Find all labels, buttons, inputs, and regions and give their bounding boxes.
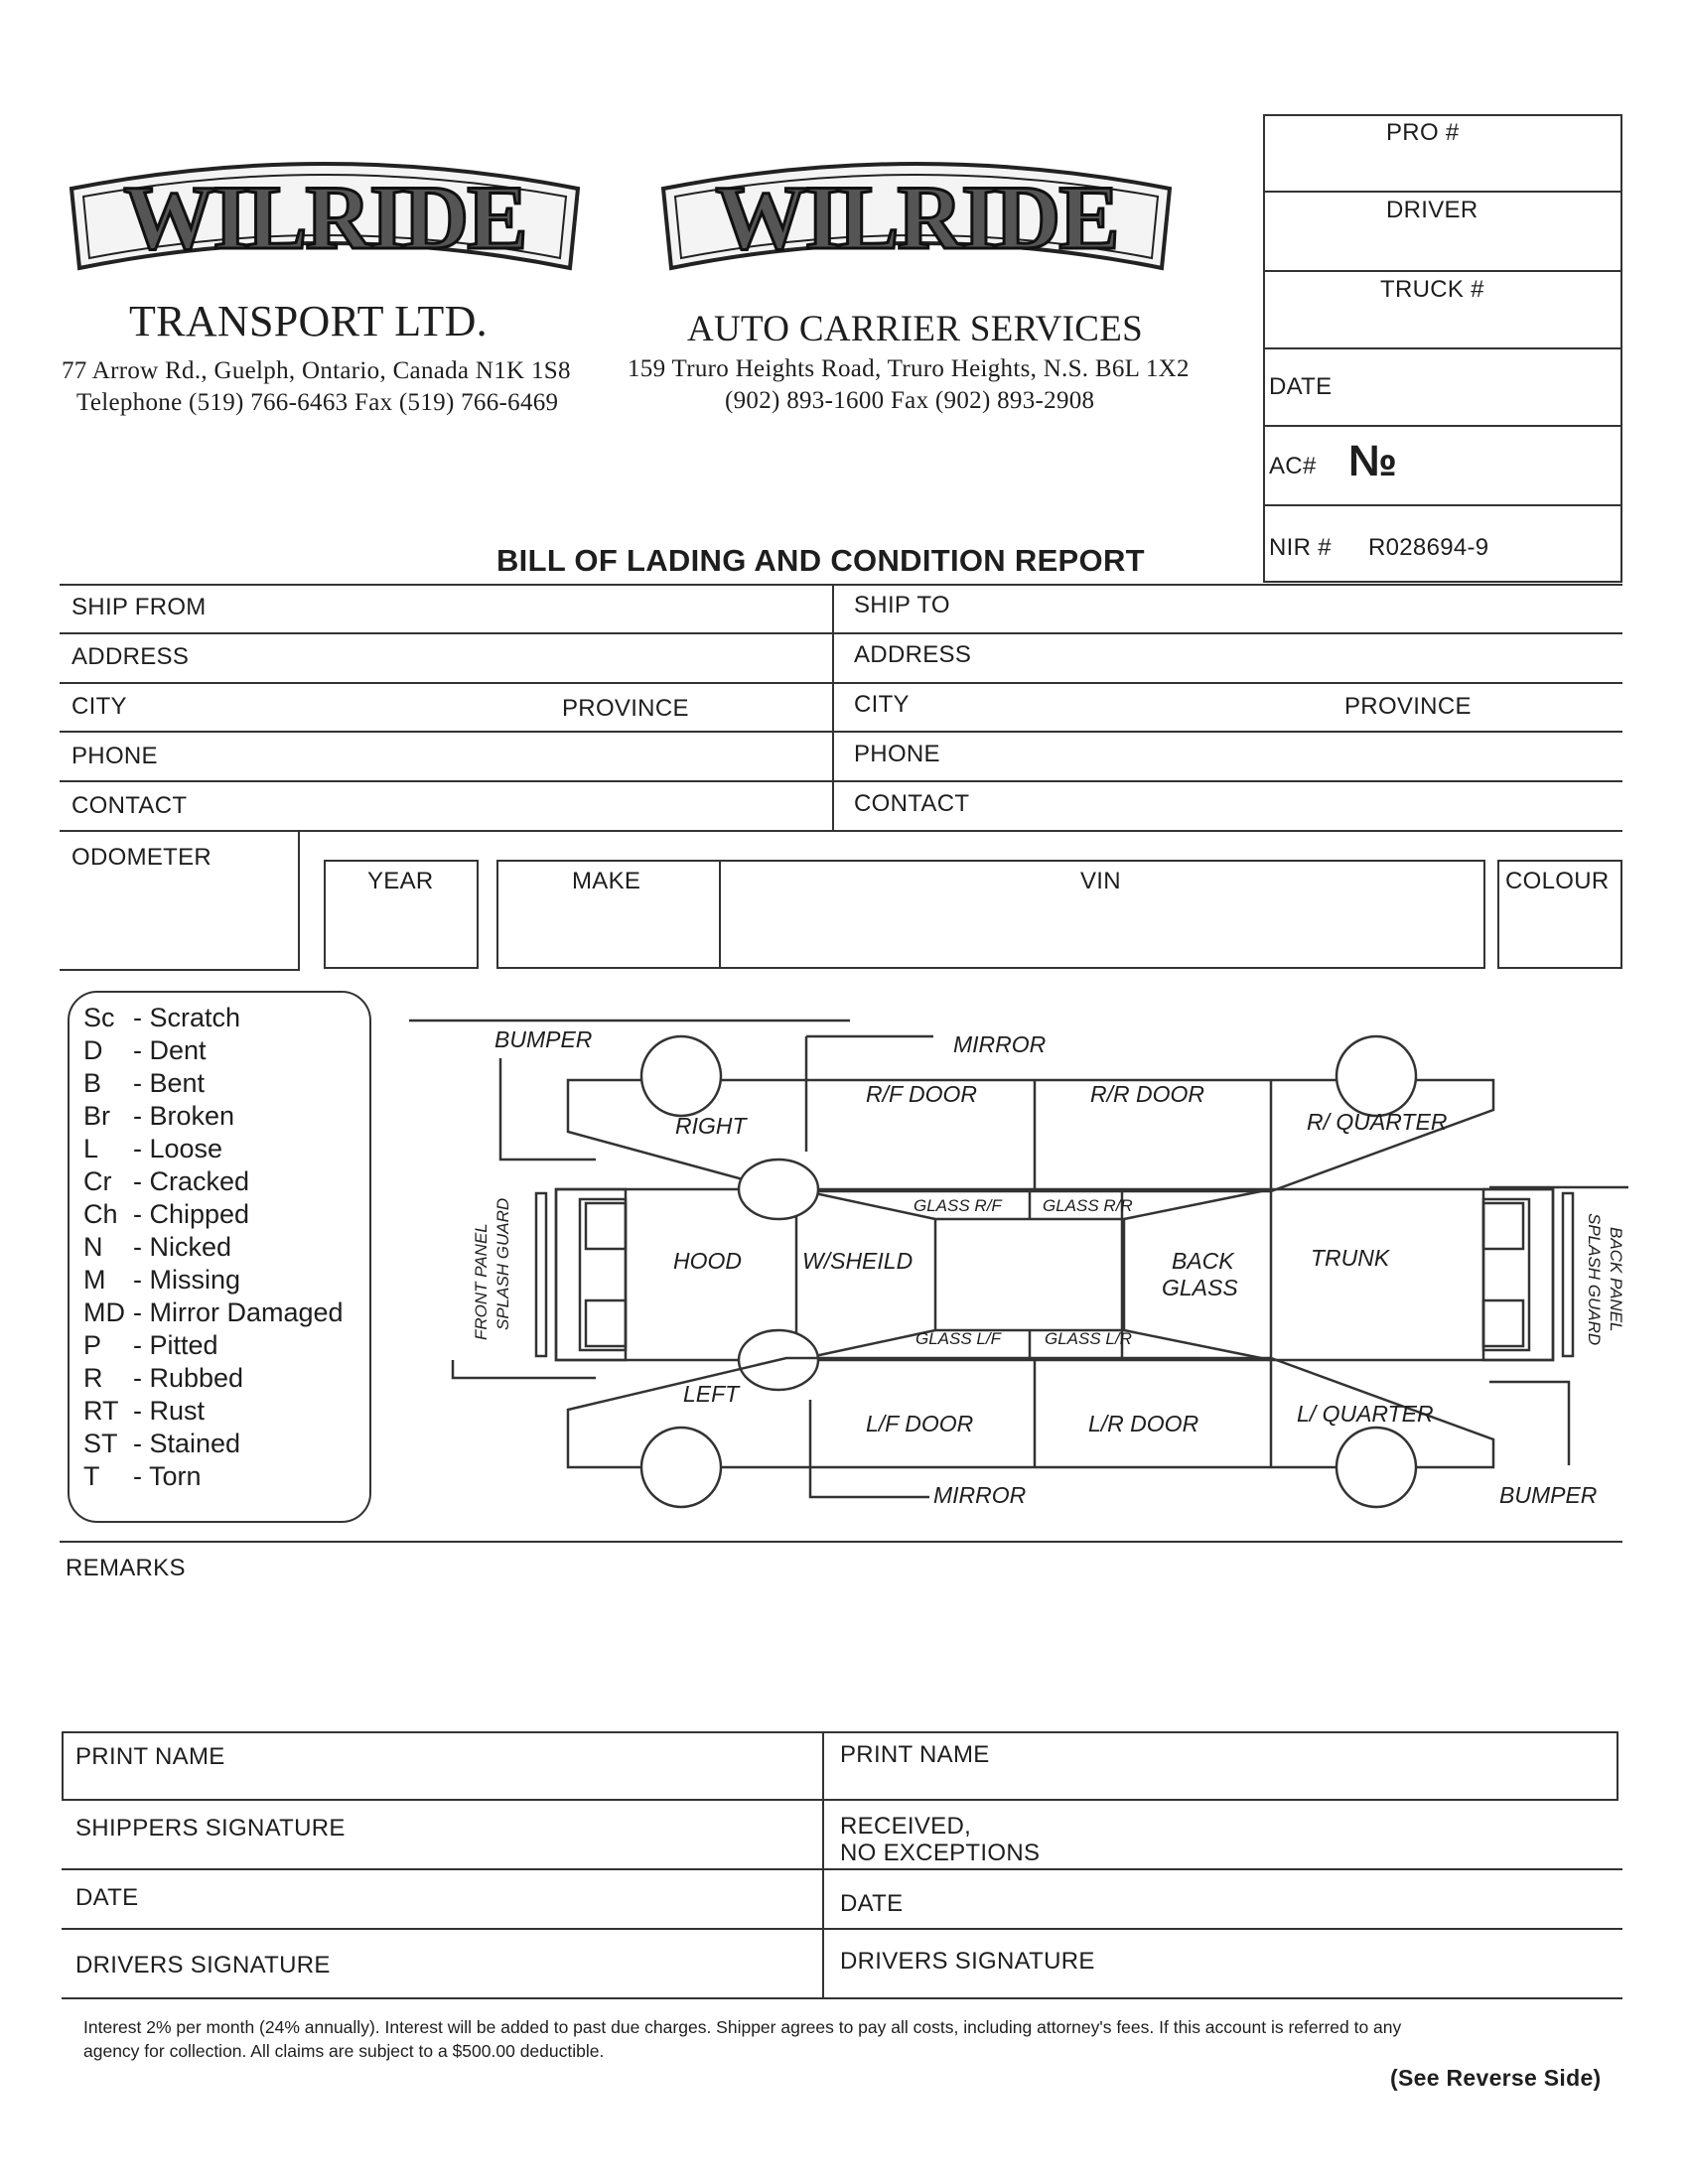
legend-description: - Chipped	[133, 1199, 250, 1229]
legend-code: MD	[83, 1297, 125, 1327]
legend-item	[83, 1429, 240, 1459]
legend-code: Cr	[83, 1166, 112, 1196]
ac-number-label: AC#	[1269, 453, 1317, 479]
shipper-print-name-field[interactable]: PRINT NAME	[75, 1743, 225, 1770]
windshield-label: W/SHEILD	[802, 1248, 914, 1274]
shipper-signature-field[interactable]: SHIPPERS SIGNATURE	[75, 1815, 346, 1842]
terms-line-2: agency for collection. All claims are subject to a $500.00 deductible.	[83, 2041, 605, 2061]
rear-light-left	[1483, 1300, 1523, 1346]
legend-code: P	[83, 1330, 102, 1360]
ship-from-city-field[interactable]: CITY	[71, 693, 127, 720]
legend-description: - Loose	[133, 1134, 223, 1163]
shipper-date-field[interactable]: DATE	[75, 1884, 139, 1911]
right-side-label: RIGHT	[675, 1113, 747, 1139]
back-glass-label-2: GLASS	[1162, 1275, 1238, 1300]
ship-from-phone-field[interactable]: PHONE	[71, 743, 158, 769]
logo-text: WILRIDE	[123, 167, 526, 268]
legend-description: - Pitted	[133, 1330, 218, 1360]
legend-code: L	[83, 1134, 99, 1163]
left-front-wheel[interactable]	[641, 1428, 721, 1507]
legend-code: T	[83, 1461, 100, 1491]
ship-to-address-field[interactable]: ADDRESS	[854, 641, 972, 668]
legend-description: - Scratch	[133, 1003, 241, 1032]
front-splash-guard[interactable]	[536, 1193, 546, 1356]
make-vin-box	[496, 860, 1485, 969]
truck-number-label: TRUCK #	[1380, 276, 1484, 303]
left-rear-wheel[interactable]	[1336, 1428, 1416, 1507]
vin-label: VIN	[1080, 868, 1121, 894]
receiver-print-name-field[interactable]: PRINT NAME	[840, 1741, 990, 1768]
back-splash-guard-label: SPLASH GUARD	[1585, 1213, 1604, 1346]
legend-code: M	[83, 1265, 106, 1295]
legend-item	[83, 1101, 234, 1132]
legend-item	[83, 1396, 205, 1427]
legend-code: RT	[83, 1396, 119, 1426]
legend-code: Br	[83, 1101, 110, 1131]
ship-to-field[interactable]: SHIP TO	[854, 592, 950, 618]
rear-light-right	[1483, 1203, 1523, 1249]
rear-bumper-label: BUMPER	[1499, 1482, 1598, 1508]
legend-item	[83, 1199, 249, 1230]
received-label[interactable]: RECEIVED,	[840, 1813, 972, 1840]
terms-line-1: Interest 2% per month (24% annually). Interest will be added to past due charges. Shipper agrees to pay all costs, including attorney's fees. If this account is referred to any	[83, 2017, 1402, 2037]
front-light-right	[586, 1203, 626, 1249]
legend-code: D	[83, 1035, 103, 1065]
lf-door-label: L/F DOOR	[866, 1411, 974, 1436]
legend-item	[83, 1134, 222, 1164]
ship-to-city-field[interactable]: CITY	[854, 691, 910, 718]
hood-label: HOOD	[673, 1248, 742, 1274]
odometer-field[interactable]: ODOMETER	[71, 844, 212, 871]
nir-value: R028694-9	[1368, 534, 1489, 561]
company-right-name: AUTO CARRIER SERVICES	[687, 309, 1144, 349]
number-sign-icon: №	[1348, 437, 1398, 485]
ship-from-province-field[interactable]: PROVINCE	[562, 695, 689, 722]
front-splash-guard-label: SPLASH GUARD	[493, 1197, 512, 1330]
front-panel[interactable]	[556, 1189, 626, 1360]
logo-text: WILRIDE	[715, 167, 1118, 268]
legend-description: - Stained	[133, 1429, 241, 1458]
legend-description: - Broken	[133, 1101, 235, 1131]
front-panel-label: FRONT PANEL	[472, 1223, 491, 1340]
ship-from-contact-field[interactable]: CONTACT	[71, 792, 188, 819]
date-label: DATE	[1269, 373, 1333, 400]
legend-description: - Dent	[133, 1035, 207, 1065]
receiver-driver-signature-field[interactable]: DRIVERS SIGNATURE	[840, 1948, 1095, 1975]
legend-item	[83, 1035, 207, 1066]
trunk-label: TRUNK	[1311, 1245, 1390, 1271]
legend-description: - Missing	[133, 1265, 241, 1295]
legend-description: - Rust	[133, 1396, 206, 1426]
wilride-logo-left	[62, 149, 588, 278]
legend-code: Ch	[83, 1199, 118, 1229]
lr-door-label: L/R DOOR	[1088, 1411, 1199, 1436]
ship-to-province-field[interactable]: PROVINCE	[1344, 693, 1472, 720]
legend-description: - Cracked	[133, 1166, 250, 1196]
legend-item	[83, 1297, 344, 1328]
company-right-address: 159 Truro Heights Road, Truro Heights, N.S. B6L 1X2	[628, 355, 1190, 382]
vehicle-damage-diagram	[397, 993, 1628, 1529]
company-right-phone: (902) 893-1600 Fax (902) 893-2908	[725, 387, 1095, 414]
company-left-address: 77 Arrow Rd., Guelph, Ontario, Canada N1K 1S8	[62, 357, 571, 384]
legend-code: Sc	[83, 1003, 115, 1032]
legend-description: - Torn	[133, 1461, 202, 1491]
legend-item	[83, 1232, 231, 1263]
legend-code: B	[83, 1068, 102, 1098]
document-title: BILL OF LADING AND CONDITION REPORT	[496, 543, 1145, 578]
r-quarter-label: R/ QUARTER	[1307, 1109, 1448, 1135]
receiver-date-field[interactable]: DATE	[840, 1890, 904, 1917]
glass-rf-label: GLASS R/F	[914, 1196, 1002, 1215]
back-panel[interactable]	[1483, 1189, 1553, 1360]
legend-item	[83, 1461, 202, 1492]
back-panel-label: BACK PANEL	[1607, 1227, 1625, 1332]
legend-item	[83, 1265, 240, 1296]
legend-item	[83, 1068, 205, 1099]
ship-from-address-field[interactable]: ADDRESS	[71, 643, 190, 670]
ship-to-contact-field[interactable]: CONTACT	[854, 790, 970, 817]
company-left-phone: Telephone (519) 766-6463 Fax (519) 766-6469	[76, 389, 559, 416]
driver-label: DRIVER	[1386, 197, 1478, 223]
make-label: MAKE	[572, 868, 641, 894]
no-exceptions-label: NO EXCEPTIONS	[840, 1840, 1041, 1866]
back-splash-guard[interactable]	[1563, 1193, 1573, 1356]
legend-code: ST	[83, 1429, 118, 1458]
colour-label: COLOUR	[1505, 868, 1610, 894]
ship-to-phone-field[interactable]: PHONE	[854, 741, 940, 767]
rf-door-label: R/F DOOR	[866, 1081, 978, 1107]
left-side-label: LEFT	[683, 1381, 740, 1407]
l-quarter-label: L/ QUARTER	[1297, 1401, 1434, 1427]
right-mirror-label: MIRROR	[953, 1031, 1047, 1057]
legend-description: - Nicked	[133, 1232, 232, 1262]
legend-code: R	[83, 1363, 103, 1393]
rr-door-label: R/R DOOR	[1090, 1081, 1204, 1107]
legend-code: N	[83, 1232, 103, 1262]
legend-item	[83, 1003, 240, 1033]
right-rear-wheel[interactable]	[1336, 1036, 1416, 1116]
year-label: YEAR	[367, 868, 434, 894]
legend-item	[83, 1166, 249, 1197]
pro-number-label: PRO #	[1386, 119, 1460, 146]
front-light-left	[586, 1300, 626, 1346]
ship-from-field[interactable]: SHIP FROM	[71, 594, 207, 620]
remarks-field[interactable]: REMARKS	[66, 1555, 186, 1581]
front-bumper-label: BUMPER	[494, 1026, 593, 1052]
legend-description: - Bent	[133, 1068, 206, 1098]
right-front-wheel[interactable]	[641, 1036, 721, 1116]
back-glass-label: BACK	[1172, 1248, 1234, 1274]
right-mirror[interactable]	[739, 1160, 818, 1219]
legend-item	[83, 1363, 243, 1394]
legend-description: - Rubbed	[133, 1363, 244, 1393]
nir-label: NIR #	[1269, 534, 1332, 561]
glass-lf-label: GLASS L/F	[915, 1329, 1001, 1348]
left-mirror-label: MIRROR	[933, 1482, 1027, 1508]
legend-item	[83, 1330, 218, 1361]
legend-description: - Mirror Damaged	[133, 1297, 344, 1327]
glass-lr-label: GLASS L/R	[1045, 1329, 1132, 1348]
glass-rr-label: GLASS R/R	[1043, 1196, 1133, 1215]
company-left-name: TRANSPORT LTD.	[129, 297, 488, 345]
see-reverse-side: (See Reverse Side)	[1390, 2065, 1602, 2091]
roof[interactable]	[935, 1219, 1124, 1330]
wilride-logo-right	[653, 149, 1180, 278]
shipper-driver-signature-field[interactable]: DRIVERS SIGNATURE	[75, 1952, 331, 1979]
